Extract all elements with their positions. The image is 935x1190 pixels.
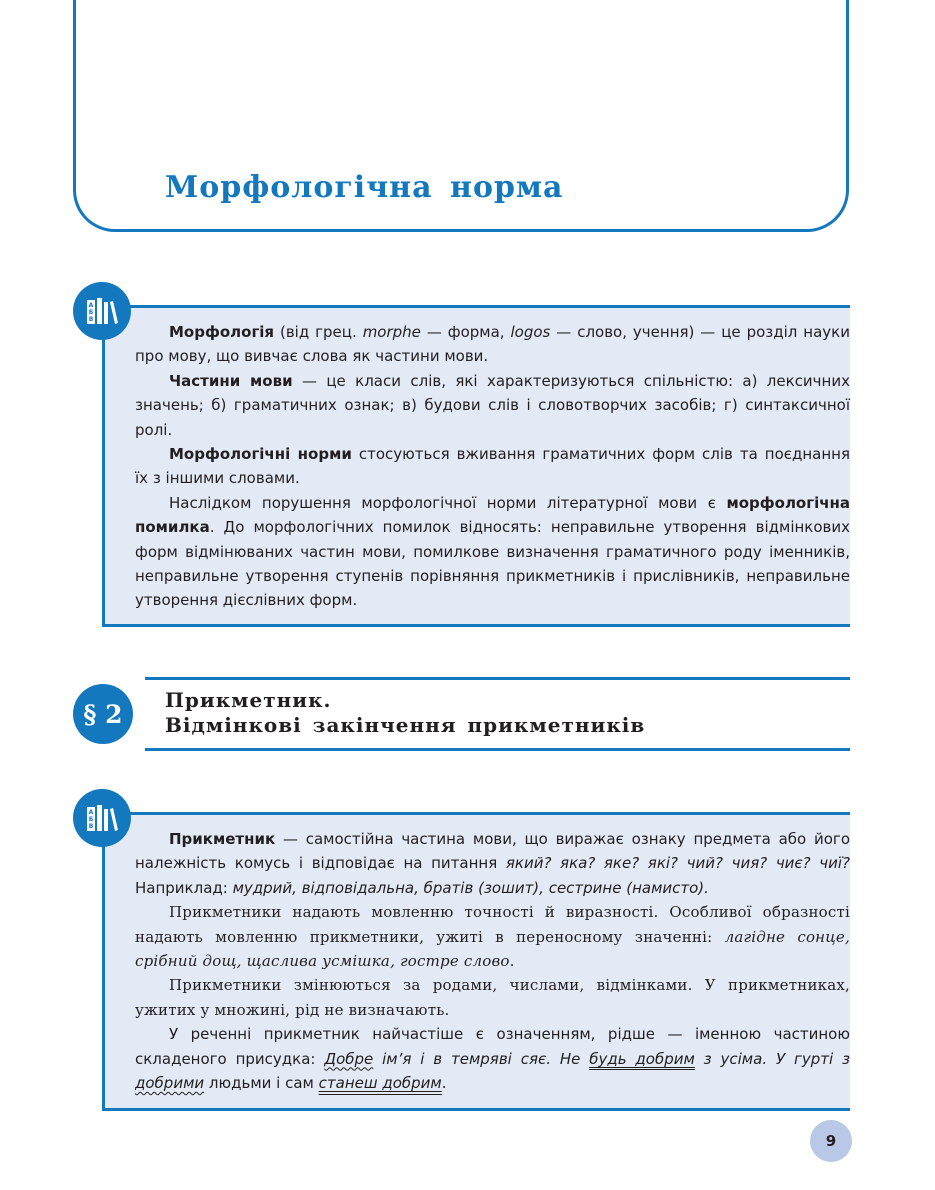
paragraph-morph-error: Наслідком порушення морфологічної норми літературної мови є морфологічна помилка. До морфологічних помилок відносять: неправильне утворення відмінкових форм відмінюваних частин мови, помилкове визначення граматичного роду іменників, неправильне утворення ступенів порівняння прикметників і прислівників, неправильне утворення дієслівних форм. bbox=[135, 493, 850, 610]
term-morphology: Морфологія bbox=[169, 323, 275, 341]
svg-text:А: А bbox=[88, 302, 94, 309]
books-icon bbox=[73, 789, 131, 847]
definition-box-morphology bbox=[102, 305, 850, 627]
page-number: 9 bbox=[810, 1120, 852, 1162]
definition-box-adjective bbox=[102, 812, 850, 1111]
term-adjective: Прикметник bbox=[169, 830, 276, 848]
books-icon bbox=[73, 282, 131, 340]
chapter-title: Морфологічна норма bbox=[165, 170, 564, 205]
svg-text:Б: Б bbox=[88, 309, 94, 316]
paragraph-parts-of-speech: Частини мови — це класи слів, які характеризуються спільністю: а) лексичних значень; б) граматичних ознак; в) будови слів і словотворчих засобів; г) синтаксичної ролі. bbox=[135, 371, 850, 439]
paragraph-inflection: Прикметники змінюються за родами, числами, відмінками. У прикметниках, ужитих у множині, рід не визначають. bbox=[135, 976, 850, 1019]
paragraph-morph-norms: Морфологічні норми стосуються вживання граматичних форм слів та поєднання їх з іншими словами. bbox=[135, 445, 850, 488]
svg-text:Б: Б bbox=[88, 816, 94, 823]
term-morph-norms: Морфологічні норми bbox=[169, 445, 352, 464]
paragraph-adjective-definition: Прикметник — самостійна частина мови, що виражає ознаку предмета або його належність комусь і відповідає на питання який? яка? яке? які? чий? чия? чиє? чиї? Наприклад: мудрий, відповідальна, братів (зошит), сестрине (намисто). bbox=[135, 830, 850, 897]
definition-text bbox=[135, 827, 850, 1095]
paragraph-syntax-role: У реченні прикметник найчастіше є означенням, рідше — іменною частиною складеного присудка: Добре ім’я і в темряві сяє. Не будь добрим з усіма. У гурті з добрими людьми і сам станеш добрим. bbox=[135, 1025, 850, 1093]
term-morph-error: морфологічна помилка bbox=[135, 493, 850, 537]
paragraph-expressiveness: Прикметники надають мовленню точності й виразності. Особливої образності надають мовленню прикметники, ужиті в переносному значенні: лагідне сонце, срібний дощ, щаслива усмішка, гостре слово. bbox=[135, 903, 850, 971]
section-header bbox=[145, 677, 850, 751]
svg-text:В: В bbox=[88, 823, 94, 830]
term-parts-of-speech: Частини мови bbox=[169, 371, 293, 390]
paragraph-morphology: Морфологія (від грец. morphe — форма, logos — слово, учення) — це розділ науки про мову, що вивчає слова як частини мови. bbox=[135, 323, 850, 366]
svg-text:В: В bbox=[88, 316, 94, 323]
section-number-badge: § 2 bbox=[73, 684, 133, 744]
section-title: Прикметник. Відмінкові закінчення прикметників bbox=[165, 688, 646, 737]
definition-text bbox=[135, 320, 850, 613]
svg-text:А: А bbox=[88, 809, 94, 816]
